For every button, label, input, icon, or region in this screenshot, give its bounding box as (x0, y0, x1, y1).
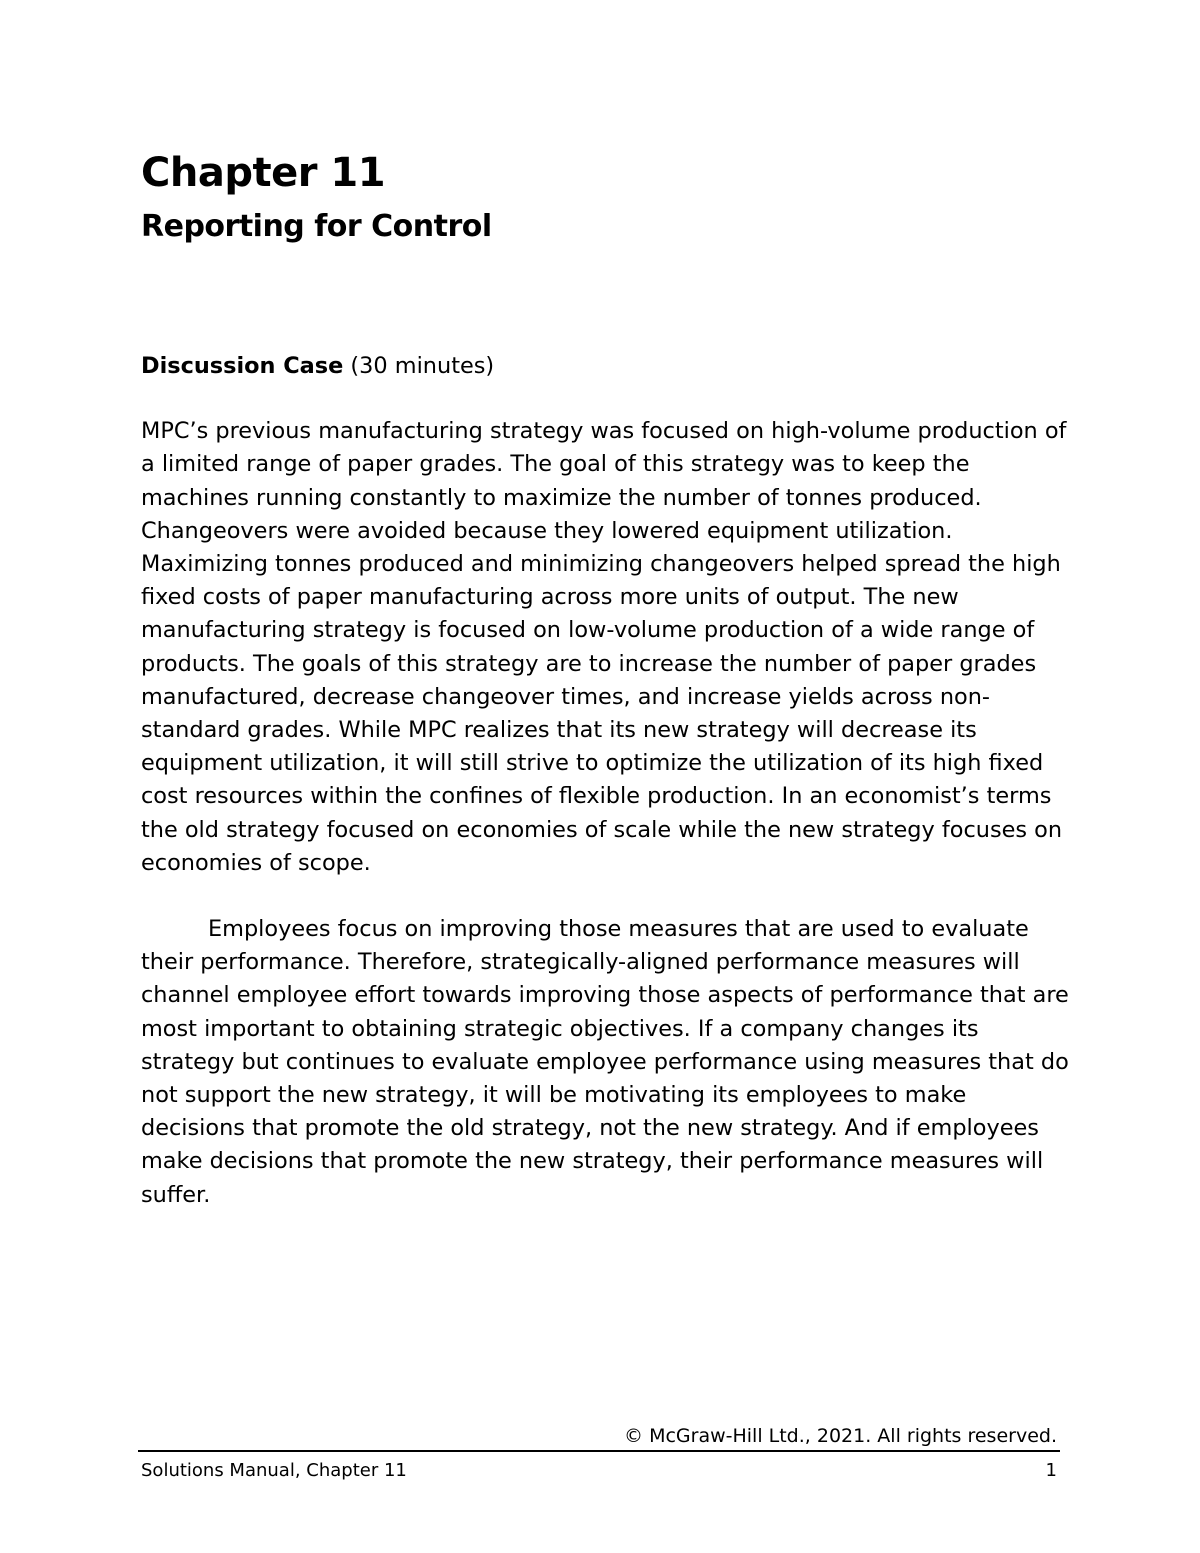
footer-divider (138, 1450, 1060, 1452)
chapter-title: Chapter 11 (141, 150, 386, 196)
body-paragraph-1: MPC’s previous manufacturing strategy was focused on high-volume production of a limited range of paper grades. The goal of this strategy was to keep the machines running constantly to maximize the number of tonnes produced. Changeovers were avoided because they lowered equipment utilization. Maximizing tonnes produced and minimizing changeovers helped spread the high fixed costs of paper manufacturing across more units of output. The new manufacturing strategy is focused on low-volume production of a wide range of products. The goals of this strategy are to increase the number of paper grades manufactured, decrease changeover times, and increase yields across non-standard grades. While MPC realizes that its new strategy will decrease its equipment utilization, it will still strive to optimize the utilization of its high fixed cost resources within the confines of flexible production. In an economist’s terms the old strategy focused on economies of scale while the new strategy focuses on economies of scope. (141, 418, 1067, 876)
section-heading-label: Discussion Case (141, 353, 344, 379)
page-number: 1 (1045, 1460, 1057, 1481)
footer-manual-label: Solutions Manual, Chapter 11 (141, 1460, 407, 1481)
document-body (141, 350, 1071, 1212)
chapter-subtitle: Reporting for Control (141, 209, 492, 244)
copyright-notice: © McGraw-Hill Ltd., 2021. All rights reserved. (624, 1425, 1057, 1447)
section-heading-duration: (30 minutes) (343, 353, 495, 379)
section-heading (141, 350, 1071, 383)
body-paragraph-2: Employees focus on improving those measures that are used to evaluate their performance. Therefore, strategically-aligned performance measures will channel employee effort towards improving those aspects of performance that are most important to obtaining strategic objectives. If a company changes its strategy but continues to evaluate employee performance using measures that do not support the new strategy, it will be motivating its employees to make decisions that promote the old strategy, not the new strategy. And if employees make decisions that promote the new strategy, their performance measures will suffer. (141, 916, 1069, 1208)
